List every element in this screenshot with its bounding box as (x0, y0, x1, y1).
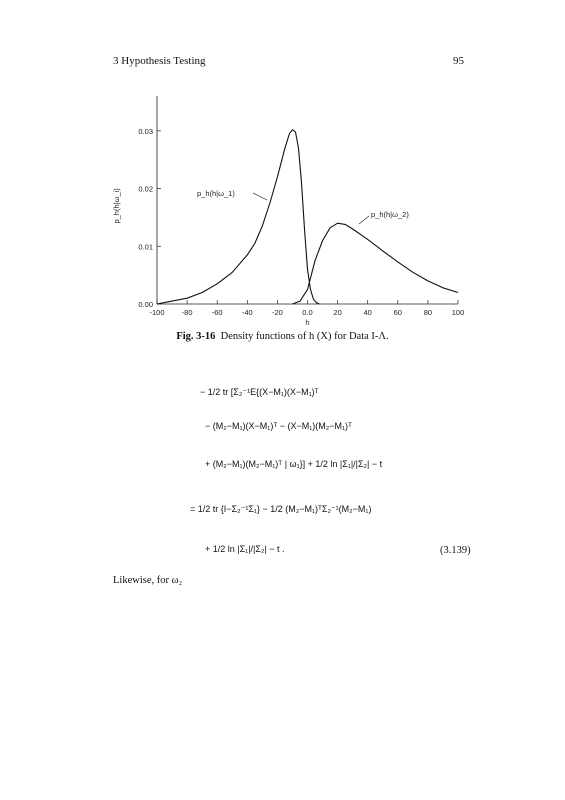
density-chart (105, 90, 475, 325)
x-tick-label: 40 (363, 308, 372, 317)
series-label-2-leader (359, 216, 369, 224)
x-tick-label: -60 (211, 308, 223, 317)
series-label-2: p_h(h|ω_2) (371, 210, 409, 219)
chart-ticks (138, 127, 464, 317)
y-axis-label: p_h(h|ω_i) (112, 188, 121, 224)
figure-caption (0, 331, 565, 342)
figure-number: Fig. 3-16 (176, 331, 216, 342)
equation-number: (3.139) (440, 545, 471, 556)
x-tick-label: -80 (181, 308, 193, 317)
y-tick-label: 0.01 (138, 242, 153, 252)
x-tick-label: 20 (333, 308, 342, 317)
x-tick-label: -40 (241, 308, 253, 317)
x-tick-label: 100 (451, 308, 465, 317)
equation-line-1: − 1/2 tr [Σ₂⁻¹E{(X−M₁)(X−M₁)ᵀ (200, 387, 319, 397)
series-line-1 (157, 130, 320, 304)
series-label-1-leader (253, 193, 267, 200)
x-tick-label: 80 (423, 308, 433, 317)
y-tick-label: 0.02 (138, 184, 153, 194)
x-tick-label: 60 (393, 308, 402, 317)
equation-line-3: + (M₂−M₁)(M₂−M₁)ᵀ | ω₁}] + 1/2 ln |Σ₁|/|Σ₂| − t (205, 459, 383, 469)
equation-line-4: = 1/2 tr {I−Σ₂⁻¹Σ₁} − 1/2 (M₂−M₁)ᵀΣ₂⁻¹(M₂−M₁) (190, 504, 372, 514)
running-head: 3 Hypothesis Testing (113, 55, 206, 67)
y-tick-label: 0.00 (138, 300, 153, 309)
page-number: 95 (453, 55, 464, 67)
paragraph-text: Likewise, for ω₂ (113, 575, 183, 586)
y-tick-label: 0.03 (138, 126, 153, 136)
series-label-1: p_h(h|ω_1) (197, 189, 235, 198)
figure-caption-text: Density functions of h (X) for Data I-Λ. (220, 331, 389, 342)
x-tick-label: -20 (271, 308, 283, 317)
chart-series (157, 130, 458, 304)
x-tick-label: -100 (149, 308, 165, 317)
x-axis-label: h (305, 318, 310, 325)
x-tick-label: 0.0 (302, 308, 313, 317)
chart-labels (112, 188, 409, 325)
equation-line-2: − (M₂−M₁)(X−M₁)ᵀ − (X−M₁)(M₂−M₁)ᵀ (205, 421, 352, 431)
equation-line-5: + 1/2 ln |Σ₁|/|Σ₂| − t . (205, 544, 285, 554)
series-line-2 (293, 223, 459, 304)
